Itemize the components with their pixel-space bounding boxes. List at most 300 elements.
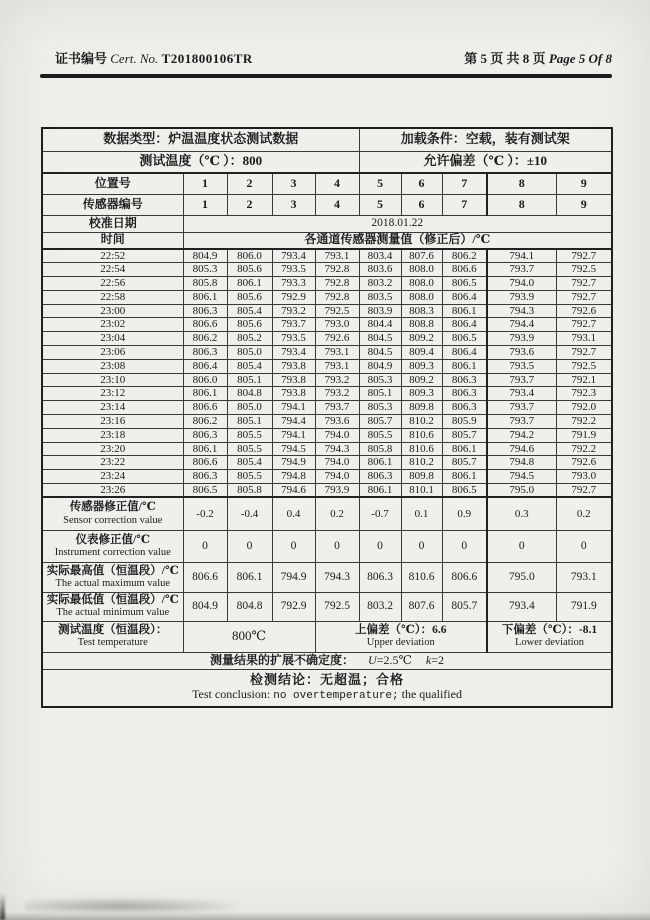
table-cell: 0 <box>487 530 556 562</box>
conclusion-en-suffix: the qualified <box>398 687 462 702</box>
reading-value: 793.1 <box>315 346 359 360</box>
table-cell: 806.6 <box>442 562 487 592</box>
table-cell: 0 <box>272 530 315 562</box>
page-number <box>464 48 612 67</box>
table-cell: 0 <box>183 530 227 562</box>
reading-value: 806.3 <box>183 304 227 318</box>
reading-value: 808.0 <box>401 290 442 304</box>
table-cell: 7 <box>442 173 487 194</box>
reading-value: 792.6 <box>315 332 359 346</box>
reading-value: 809.3 <box>401 387 442 401</box>
table-row-test-temperature-summary <box>42 621 612 652</box>
reading-value: 810.6 <box>401 442 442 456</box>
reading-value: 803.4 <box>359 249 401 263</box>
table-cell: 0 <box>359 530 401 562</box>
reading-value: 794.3 <box>315 442 359 456</box>
reading-value: 806.2 <box>183 332 227 346</box>
reading-value: 805.4 <box>227 359 272 373</box>
reading-value: 793.2 <box>315 387 359 401</box>
reading-value: 809.8 <box>401 401 442 415</box>
conclusion-cell <box>42 669 612 707</box>
reading-value: 805.3 <box>359 401 401 415</box>
reading-time: 23:18 <box>42 428 183 442</box>
header-rule <box>40 74 612 78</box>
reading-value: 794.0 <box>315 456 359 470</box>
table-cell: 0 <box>442 530 487 562</box>
table-row-reading <box>42 401 612 415</box>
reading-value: 793.8 <box>272 359 315 373</box>
test-temperature-summary-label-en: Test temperature <box>77 637 148 649</box>
reading-value: 792.6 <box>556 304 612 318</box>
conclusion-en <box>44 688 610 703</box>
reading-time: 23:04 <box>42 332 183 346</box>
reading-value: 808.0 <box>401 263 442 277</box>
reading-value: 806.6 <box>183 318 227 332</box>
table-cell: 795.0 <box>487 562 556 592</box>
instrument-correction-label <box>42 530 183 562</box>
reading-value: 793.7 <box>272 318 315 332</box>
reading-value: 794.4 <box>487 318 556 332</box>
reading-value: 809.4 <box>401 346 442 360</box>
reading-value: 794.0 <box>315 428 359 442</box>
table-row-uncertainty <box>42 652 612 669</box>
table-cell: 0 <box>315 530 359 562</box>
actual-maximum-label-en: The actual maximum value <box>55 577 171 589</box>
reading-value: 792.6 <box>556 456 612 470</box>
reading-value: 806.4 <box>442 318 487 332</box>
table-cell: 793.4 <box>487 592 556 621</box>
table-row-reading <box>42 428 612 442</box>
table-cell: 2 <box>227 173 272 194</box>
table-cell: 793.1 <box>556 562 612 592</box>
reading-value: 794.8 <box>487 456 556 470</box>
reading-value: 806.1 <box>359 484 401 498</box>
table-cell: 8 <box>487 173 556 194</box>
reading-time: 23:14 <box>42 401 183 415</box>
reading-value: 792.7 <box>556 484 612 498</box>
reading-value: 793.1 <box>315 359 359 373</box>
reading-value: 805.1 <box>227 373 272 387</box>
cert-label-en: Cert. No. <box>110 51 159 66</box>
table-row-reading <box>42 442 612 456</box>
reading-value: 806.0 <box>183 373 227 387</box>
table-row-reading <box>42 470 612 484</box>
channels-header-cell: 各通道传感器测量值（修正后）/℃ <box>183 232 612 249</box>
table-row-reading <box>42 304 612 318</box>
reading-time: 23:24 <box>42 470 183 484</box>
reading-value: 807.6 <box>401 249 442 263</box>
conclusion-cn: 检测结论：无超温；合格 <box>250 672 405 688</box>
table-row-actual-minimum <box>42 592 612 621</box>
reading-value: 793.7 <box>487 373 556 387</box>
reading-value: 803.6 <box>359 263 401 277</box>
table-cell: 792.5 <box>315 592 359 621</box>
reading-value: 805.6 <box>227 263 272 277</box>
reading-value: 793.4 <box>487 387 556 401</box>
reading-value: 806.3 <box>183 470 227 484</box>
reading-value: 809.3 <box>401 359 442 373</box>
reading-value: 806.1 <box>183 442 227 456</box>
table-cell: 6 <box>401 194 442 215</box>
table-cell: 0 <box>227 530 272 562</box>
reading-value: 804.5 <box>359 332 401 346</box>
table-row-reading <box>42 263 612 277</box>
reading-value: 793.0 <box>556 470 612 484</box>
table-cell: 810.6 <box>401 562 442 592</box>
reading-value: 805.3 <box>183 263 227 277</box>
table-row-sensor-numbers <box>42 194 612 215</box>
reading-time: 23:16 <box>42 415 183 429</box>
reading-value: 794.6 <box>487 442 556 456</box>
reading-value: 794.5 <box>487 470 556 484</box>
reading-value: 793.1 <box>556 332 612 346</box>
table-row-reading <box>42 249 612 263</box>
reading-value: 794.1 <box>272 428 315 442</box>
data-type-cell: 数据类型：炉温温度状态测试数据 <box>42 128 359 151</box>
table-cell: 0.9 <box>442 497 487 530</box>
reading-value: 794.8 <box>272 470 315 484</box>
actual-minimum-label-en: The actual minimum value <box>56 607 170 619</box>
reading-value: 792.7 <box>556 318 612 332</box>
reading-value: 793.7 <box>487 415 556 429</box>
table-row-reading <box>42 290 612 304</box>
calibration-date-label: 校准日期 <box>42 215 183 232</box>
reading-time: 23:20 <box>42 442 183 456</box>
reading-value: 794.5 <box>272 442 315 456</box>
reading-time: 23:02 <box>42 318 183 332</box>
test-temperature-cell: 测试温度（℃ ）：800 <box>42 151 359 173</box>
scanner-smudge-artifact <box>25 898 235 912</box>
table-cell: 5 <box>359 194 401 215</box>
table-row-reading <box>42 332 612 346</box>
sensor-correction-label-cn: 传感器修正值/℃ <box>69 501 156 514</box>
reading-value: 793.8 <box>272 373 315 387</box>
reading-value: 804.8 <box>227 387 272 401</box>
reading-value: 805.5 <box>227 428 272 442</box>
table-row-channels-header <box>42 232 612 249</box>
reading-value: 794.4 <box>272 415 315 429</box>
reading-value: 792.8 <box>315 290 359 304</box>
table-row-reading <box>42 373 612 387</box>
table-row-reading <box>42 456 612 470</box>
table-cell: 805.7 <box>442 592 487 621</box>
table-cell: 0.2 <box>315 497 359 530</box>
table-cell: 9 <box>556 173 612 194</box>
reading-value: 810.2 <box>401 415 442 429</box>
reading-time: 22:54 <box>42 263 183 277</box>
reading-value: 806.0 <box>227 249 272 263</box>
upper-deviation-cell <box>315 621 487 652</box>
reading-value: 806.1 <box>442 304 487 318</box>
reading-value: 806.1 <box>183 290 227 304</box>
page-info-cn: 第 5 页 共 8 页 <box>464 51 546 66</box>
reading-value: 806.3 <box>442 387 487 401</box>
table-cell: 3 <box>272 194 315 215</box>
reading-value: 810.1 <box>401 484 442 498</box>
reading-value: 792.0 <box>556 401 612 415</box>
reading-value: 804.9 <box>183 249 227 263</box>
table-cell: 6 <box>401 173 442 194</box>
reading-value: 794.3 <box>487 304 556 318</box>
table-cell: 0.4 <box>272 497 315 530</box>
table-row-data-type <box>42 128 612 151</box>
table-cell: 4 <box>315 173 359 194</box>
reading-value: 805.6 <box>227 318 272 332</box>
reading-value: 793.7 <box>487 263 556 277</box>
reading-value: 795.0 <box>487 484 556 498</box>
lower-deviation-en: Lower deviation <box>514 637 585 649</box>
reading-value: 805.3 <box>359 373 401 387</box>
reading-value: 806.1 <box>359 456 401 470</box>
lower-deviation-cell <box>487 621 612 652</box>
reading-value: 793.5 <box>272 332 315 346</box>
reading-time: 23:06 <box>42 346 183 360</box>
reading-value: 794.2 <box>487 428 556 442</box>
reading-value: 805.0 <box>227 401 272 415</box>
reading-value: 792.8 <box>315 277 359 291</box>
reading-time: 22:58 <box>42 290 183 304</box>
table-row-sensor-correction <box>42 497 612 530</box>
reading-value: 803.5 <box>359 290 401 304</box>
reading-value: 809.8 <box>401 470 442 484</box>
reading-value: 806.3 <box>359 470 401 484</box>
reading-value: 806.5 <box>183 484 227 498</box>
reading-value: 793.0 <box>315 318 359 332</box>
reading-value: 805.8 <box>183 277 227 291</box>
instrument-correction-label-en: Instrument correction value <box>54 546 171 558</box>
table-cell: 9 <box>556 194 612 215</box>
reading-value: 792.3 <box>556 387 612 401</box>
reading-value: 809.2 <box>401 332 442 346</box>
cert-number-value: T201800106TR <box>161 51 253 66</box>
table-row-reading <box>42 415 612 429</box>
allowed-deviation-cell: 允许偏差（℃ ）：±10 <box>359 151 612 173</box>
reading-value: 793.5 <box>272 263 315 277</box>
reading-value: 792.7 <box>556 346 612 360</box>
table-row-positions <box>42 173 612 194</box>
load-condition-cell: 加载条件：空载，装有测试架 <box>359 128 612 151</box>
reading-value: 806.1 <box>442 359 487 373</box>
table-cell: 806.3 <box>359 562 401 592</box>
reading-value: 806.4 <box>442 290 487 304</box>
table-row-reading <box>42 277 612 291</box>
conclusion-en-mono: no overtemperature; <box>273 690 399 703</box>
test-temperature-value: 800℃ <box>183 621 315 652</box>
table-cell: 7 <box>442 194 487 215</box>
table-row-instrument-correction <box>42 530 612 562</box>
reading-value: 806.2 <box>183 415 227 429</box>
table-row-conclusion <box>42 669 612 707</box>
table-row-actual-maximum <box>42 562 612 592</box>
readings-body <box>42 249 612 497</box>
reading-value: 808.8 <box>401 318 442 332</box>
reading-value: 806.6 <box>183 456 227 470</box>
test-temperature-summary-label-cn: 测试温度（恒温段）： <box>58 624 168 637</box>
reading-time: 23:10 <box>42 373 183 387</box>
table-cell: 792.9 <box>272 592 315 621</box>
reading-value: 792.8 <box>315 263 359 277</box>
table-cell: 806.6 <box>183 562 227 592</box>
table-cell: 8 <box>487 194 556 215</box>
conclusion-en-prefix: Test conclusion: <box>192 687 274 702</box>
reading-value: 794.0 <box>315 470 359 484</box>
table-cell: 807.6 <box>401 592 442 621</box>
reading-value: 793.4 <box>272 346 315 360</box>
table-cell: 1 <box>183 194 227 215</box>
reading-value: 794.0 <box>487 277 556 291</box>
actual-maximum-label-cn: 实际最高值（恒温段）/℃ <box>46 564 179 577</box>
reading-value: 794.6 <box>272 484 315 498</box>
position-row-label: 位置号 <box>42 173 183 194</box>
uncertainty-u-value: =2.5℃ <box>376 652 412 667</box>
reading-value: 806.1 <box>442 470 487 484</box>
table-row-reading <box>42 359 612 373</box>
reading-value: 805.5 <box>359 428 401 442</box>
reading-value: 793.5 <box>487 359 556 373</box>
sensor-correction-label-en: Sensor correction value <box>63 514 163 526</box>
reading-value: 794.9 <box>272 456 315 470</box>
reading-value: 793.9 <box>487 332 556 346</box>
reading-value: 792.7 <box>556 277 612 291</box>
reading-value: 792.7 <box>556 249 612 263</box>
reading-value: 805.5 <box>227 470 272 484</box>
reading-time: 23:08 <box>42 359 183 373</box>
reading-value: 793.3 <box>272 277 315 291</box>
reading-value: 804.9 <box>359 359 401 373</box>
reading-value: 806.4 <box>183 359 227 373</box>
reading-value: 806.1 <box>183 387 227 401</box>
reading-value: 792.7 <box>556 290 612 304</box>
table-cell: 4 <box>315 194 359 215</box>
reading-value: 792.2 <box>556 442 612 456</box>
page-info-en: Page 5 Of 8 <box>548 51 612 66</box>
sensor-row-label: 传感器编号 <box>42 194 183 215</box>
reading-value: 804.5 <box>359 346 401 360</box>
reading-value: 805.1 <box>227 415 272 429</box>
sensor-correction-label <box>42 497 183 530</box>
page-header <box>55 48 612 67</box>
table-cell: 0.1 <box>401 497 442 530</box>
table-row-reading <box>42 318 612 332</box>
certificate-number <box>55 48 253 67</box>
reading-value: 793.9 <box>315 484 359 498</box>
table-top-section <box>42 128 612 249</box>
reading-time: 23:22 <box>42 456 183 470</box>
table-cell: 0 <box>401 530 442 562</box>
reading-value: 810.2 <box>401 456 442 470</box>
reading-value: 805.1 <box>359 387 401 401</box>
reading-value: 806.1 <box>227 277 272 291</box>
reading-value: 805.5 <box>227 442 272 456</box>
reading-value: 805.6 <box>227 290 272 304</box>
table-cell: 0 <box>556 530 612 562</box>
table-cell: 3 <box>272 173 315 194</box>
reading-value: 794.1 <box>272 401 315 415</box>
table-cell: 794.3 <box>315 562 359 592</box>
uncertainty-k-symbol: k <box>425 652 432 667</box>
reading-value: 805.4 <box>227 456 272 470</box>
reading-value: 809.2 <box>401 373 442 387</box>
table-row-reading <box>42 484 612 498</box>
reading-value: 806.4 <box>442 346 487 360</box>
reading-value: 792.5 <box>315 304 359 318</box>
table-cell: 0.2 <box>556 497 612 530</box>
uncertainty-label: 测量结果的扩展不确定度： <box>210 652 355 667</box>
uncertainty-u-symbol: U <box>368 652 377 667</box>
time-column-label: 时间 <box>42 232 183 249</box>
actual-minimum-label-cn: 实际最低值（恒温段）/℃ <box>46 594 179 607</box>
test-temperature-summary-label <box>42 621 183 652</box>
reading-value: 793.7 <box>315 401 359 415</box>
table-cell: 5 <box>359 173 401 194</box>
reading-value: 806.6 <box>442 263 487 277</box>
table-row-test-temp <box>42 151 612 173</box>
calibration-data-table <box>41 127 613 708</box>
reading-time: 22:52 <box>42 249 183 263</box>
upper-deviation-en: Upper deviation <box>366 637 435 649</box>
reading-value: 805.2 <box>227 332 272 346</box>
reading-value: 793.6 <box>315 415 359 429</box>
lower-deviation-cn: 下偏差（℃）：-8.1 <box>501 624 598 637</box>
cert-label-cn: 证书编号 <box>55 51 108 66</box>
table-cell: -0.7 <box>359 497 401 530</box>
uncertainty-cell <box>42 652 612 669</box>
reading-value: 793.2 <box>315 373 359 387</box>
actual-minimum-label <box>42 592 183 621</box>
instrument-correction-label-cn: 仪表修正值/℃ <box>75 533 150 546</box>
reading-value: 805.8 <box>359 442 401 456</box>
reading-value: 806.3 <box>183 428 227 442</box>
reading-value: 806.3 <box>442 401 487 415</box>
table-cell: 804.9 <box>183 592 227 621</box>
table-cell: 1 <box>183 173 227 194</box>
table-cell: -0.4 <box>227 497 272 530</box>
reading-value: 792.2 <box>556 415 612 429</box>
reading-time: 22:56 <box>42 277 183 291</box>
reading-time: 23:00 <box>42 304 183 318</box>
reading-value: 806.5 <box>442 484 487 498</box>
reading-value: 793.4 <box>272 249 315 263</box>
table-cell: 0.3 <box>487 497 556 530</box>
table-cell: 794.9 <box>272 562 315 592</box>
scanner-bottom-shadow <box>0 912 650 920</box>
reading-value: 793.2 <box>272 304 315 318</box>
reading-value: 803.9 <box>359 304 401 318</box>
table-row-calibration-date <box>42 215 612 232</box>
upper-deviation-cn: 上偏差（℃）：6.6 <box>355 624 447 637</box>
reading-value: 805.9 <box>442 415 487 429</box>
calibration-date-value: 2018.01.22 <box>183 215 612 232</box>
reading-time: 23:12 <box>42 387 183 401</box>
reading-value: 806.5 <box>442 332 487 346</box>
reading-value: 803.2 <box>359 277 401 291</box>
reading-value: 806.3 <box>442 373 487 387</box>
reading-value: 792.1 <box>556 373 612 387</box>
reading-value: 793.6 <box>487 346 556 360</box>
reading-value: 792.5 <box>556 359 612 373</box>
table-cell: -0.2 <box>183 497 227 530</box>
reading-value: 806.6 <box>183 401 227 415</box>
table-cell: 806.1 <box>227 562 272 592</box>
reading-value: 806.2 <box>442 249 487 263</box>
reading-value: 805.4 <box>227 304 272 318</box>
reading-value: 805.8 <box>227 484 272 498</box>
table-row-reading <box>42 346 612 360</box>
reading-value: 793.8 <box>272 387 315 401</box>
table-cell: 2 <box>227 194 272 215</box>
reading-value: 805.7 <box>442 456 487 470</box>
reading-value: 810.6 <box>401 428 442 442</box>
